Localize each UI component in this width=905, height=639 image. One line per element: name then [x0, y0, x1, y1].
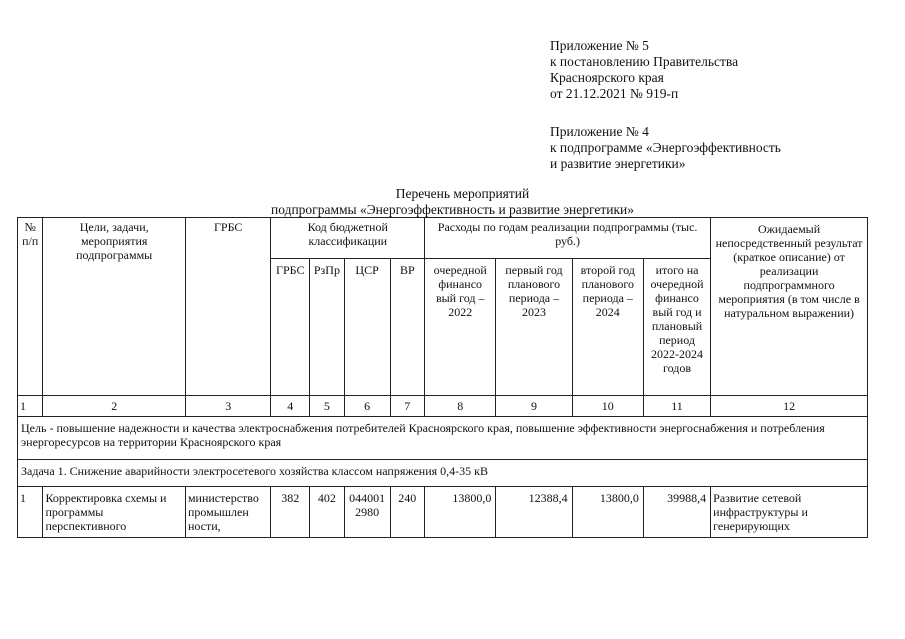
header-code-csr: ЦСР — [344, 259, 390, 396]
header-code-vr: ВР — [390, 259, 425, 396]
row-result: Развитие сетевой инфраструктуры и генерирующих — [711, 487, 868, 538]
column-number: 9 — [496, 396, 572, 417]
table-row — [18, 487, 868, 538]
document-title-line-2: подпрограммы «Энергоэффективность и развитие энергетики» — [270, 202, 634, 217]
appendix-5-line: к постановлению Правительства — [550, 54, 739, 69]
column-number-row — [18, 396, 868, 417]
appendix-5-line: Красноярского края — [550, 70, 664, 85]
appendix-4-line: Приложение № 4 — [550, 124, 649, 139]
header-code-grbs: ГРБС — [271, 259, 310, 396]
column-number: 11 — [643, 396, 710, 417]
activities-table — [17, 217, 868, 538]
task-text: Задача 1. Снижение аварийности электросетевого хозяйства классом напряжения 0,4-35 кВ — [18, 460, 868, 487]
column-number: 2 — [43, 396, 186, 417]
appendix-4-line: к подпрограмме «Энергоэффективность — [550, 140, 781, 155]
appendix-5-line: от 21.12.2021 № 919-п — [550, 86, 679, 101]
column-number: 6 — [344, 396, 390, 417]
task-row — [18, 460, 868, 487]
row-vr: 240 — [390, 487, 425, 538]
header-year-2023: первый год планового периода – 2023 — [496, 259, 572, 396]
column-number: 1 — [18, 396, 43, 417]
header-result: Ожидаемый непосредственный результат (краткое описание) от реализации подпрограммного мероприятия (в том числе в натуральном выражении) — [711, 218, 868, 396]
header-code-rzpr: РзПр — [310, 259, 345, 396]
header-budget-code: Код бюджетной классификации — [271, 218, 425, 259]
header-year-2022: очередной финансо вый год – 2022 — [425, 259, 496, 396]
row-2023: 12388,4 — [496, 487, 572, 538]
header-expenses: Расходы по годам реализации подпрограммы (тыс. руб.) — [425, 218, 711, 259]
column-number: 10 — [572, 396, 643, 417]
column-number: 12 — [711, 396, 868, 417]
row-2022: 13800,0 — [425, 487, 496, 538]
row-name: Корректировка схемы и программы перспективного — [43, 487, 186, 538]
row-grbs-code: 382 — [271, 487, 310, 538]
row-csr: 044001 2980 — [344, 487, 390, 538]
header-total: итого на очередной финансо вый год и плановый период 2022-2024 годов — [643, 259, 710, 396]
header-year-2024: второй год планового периода – 2024 — [572, 259, 643, 396]
appendix-4-line: и развитие энергетики» — [550, 156, 686, 171]
column-number: 4 — [271, 396, 310, 417]
row-rzpr: 402 — [310, 487, 345, 538]
header-num: № п/п — [18, 218, 43, 396]
appendix-5-line: Приложение № 5 — [550, 38, 649, 53]
header-goals: Цели, задачи, мероприятия подпрограммы — [43, 218, 186, 396]
column-number: 5 — [310, 396, 345, 417]
row-2024: 13800,0 — [572, 487, 643, 538]
goal-text: Цель - повышение надежности и качества электроснабжения потребителей Красноярского края, повышение эффективности энергоснабжения и потребления энергоресурсов на территории Красноярского края — [18, 417, 868, 460]
appendix-4-header — [550, 124, 890, 172]
document-title-line-1: Перечень мероприятий — [395, 186, 530, 201]
row-grbs-name: министерство промышлен ности, — [185, 487, 271, 538]
column-number: 8 — [425, 396, 496, 417]
row-num: 1 — [18, 487, 43, 538]
header-grbs: ГРБС — [185, 218, 271, 396]
goal-row — [18, 417, 868, 460]
appendix-5-header — [550, 38, 890, 102]
column-number: 7 — [390, 396, 425, 417]
column-number: 3 — [185, 396, 271, 417]
row-total: 39988,4 — [643, 487, 710, 538]
header-row-top — [18, 218, 868, 259]
